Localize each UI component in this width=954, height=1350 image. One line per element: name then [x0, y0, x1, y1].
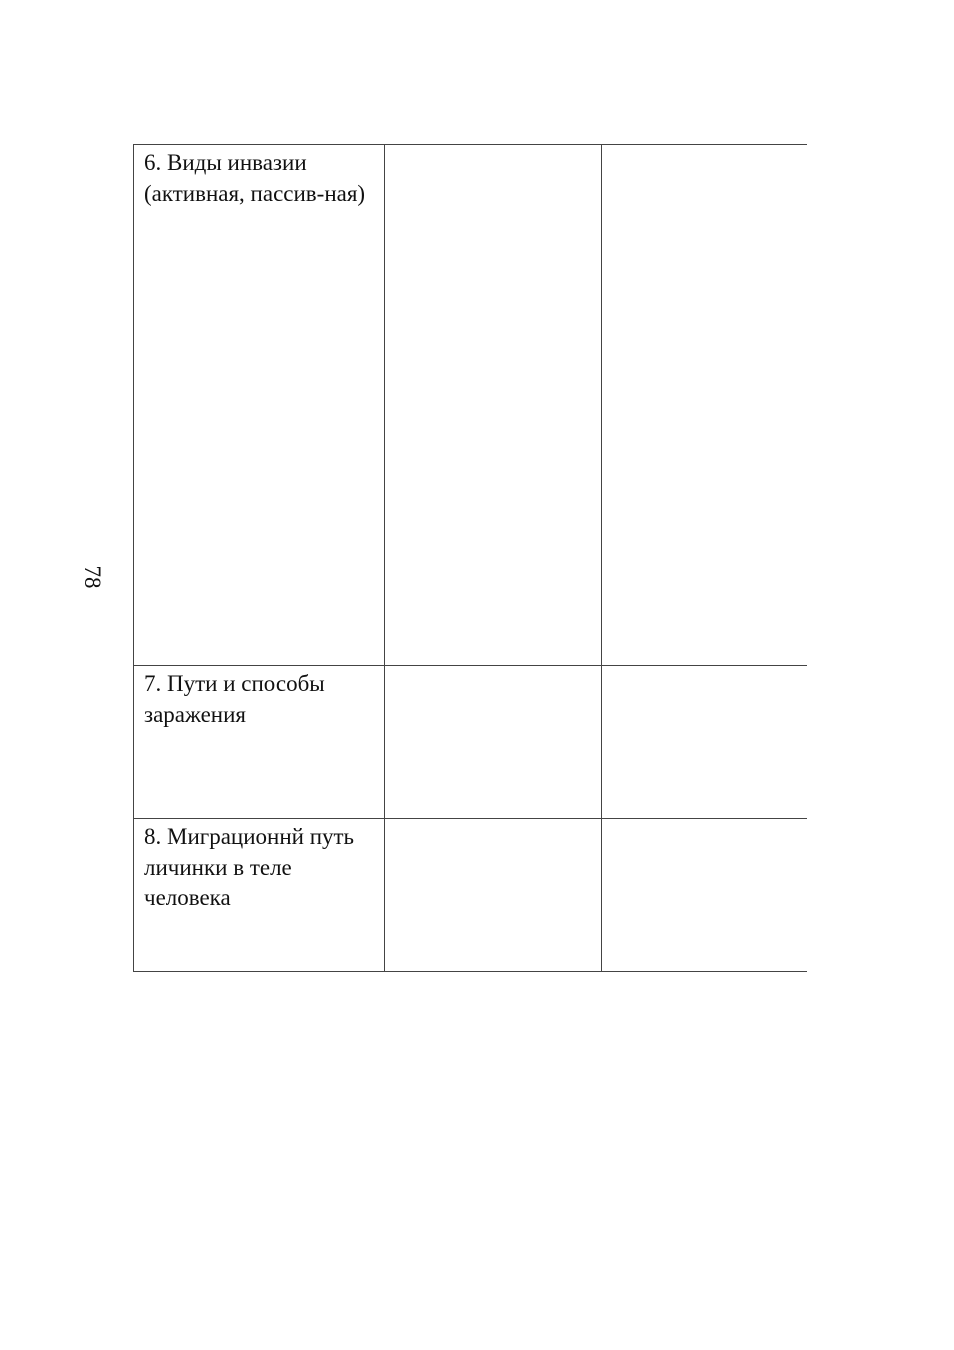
table-row [134, 819, 807, 972]
table-cell-empty [602, 666, 807, 819]
row-label-invasion-types: 6. Виды инвазии (активная, пассив-ная) [134, 145, 385, 666]
table-cell-empty [602, 145, 807, 666]
row-label-infection-routes: 7. Пути и способы заражения [134, 666, 385, 819]
row-label-larva-migration: 8. Миграционнй путь личинки в теле человека [134, 819, 385, 972]
table-row [134, 666, 807, 819]
table-cell-empty [602, 819, 807, 972]
table-cell-empty [385, 145, 602, 666]
table-cell-empty [385, 666, 602, 819]
table-cell-empty [385, 819, 602, 972]
parasite-description-table [133, 144, 807, 972]
page-number: 78 [80, 565, 105, 589]
table-row [134, 145, 807, 666]
